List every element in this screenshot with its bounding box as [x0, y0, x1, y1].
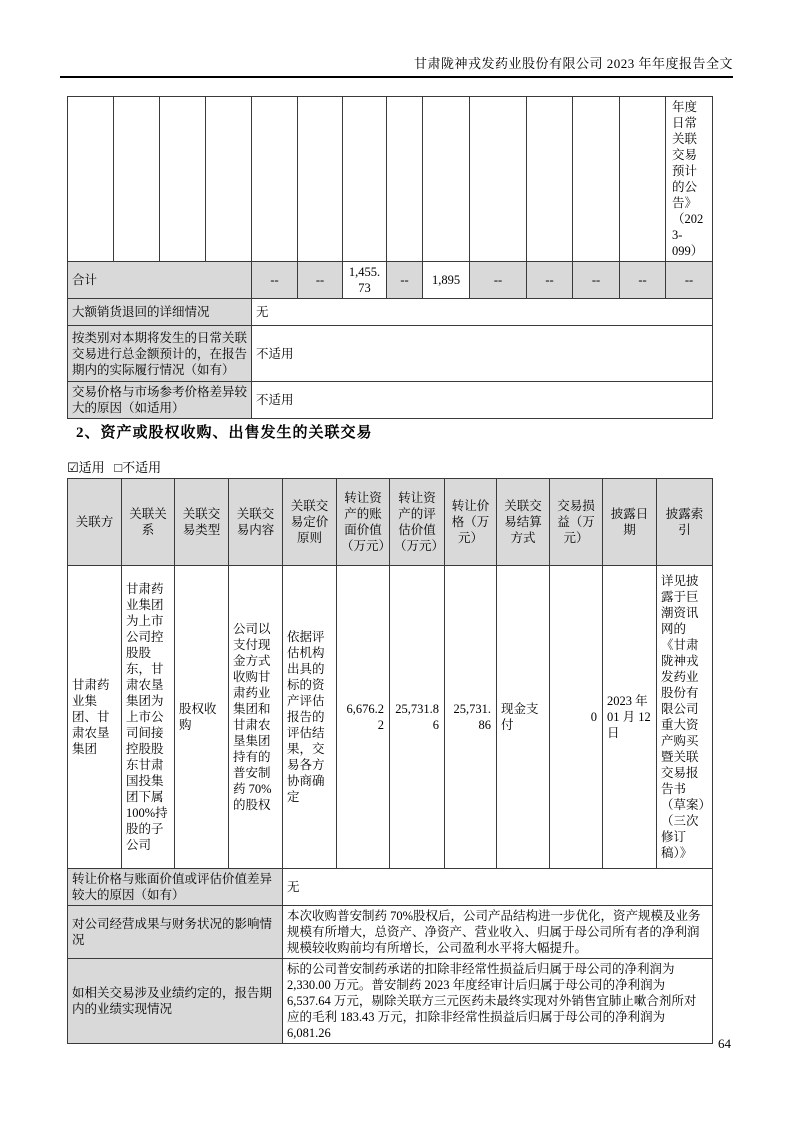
empty-cell	[573, 97, 620, 262]
appraised-value-cell: 25,731.86	[390, 566, 445, 869]
column-header: 关联交易类型	[175, 479, 229, 566]
empty-cell	[527, 97, 573, 262]
applicable-checkbox: ☑适用	[67, 460, 105, 475]
column-header: 关联方	[68, 479, 122, 566]
page-number: 64	[718, 1036, 731, 1051]
note-value-cell: 标的公司普安制药承诺的扣除非经常性损益后归属于母公司的净利润为 2,330.00 万元。普安制药 2023 年度经审计后归属于母公司的净利润为 6,537.64 万元，剔除关联方三元医药未最终实现对外销售宜肺止嗽合剂所对应的毛利 183.43 万元，扣除非经常性损益后归属于母公司的净利润为 6,081.26	[283, 959, 713, 1044]
column-header: 披露日期	[603, 479, 657, 566]
transfer-price-cell: 25,731.86	[445, 566, 497, 869]
column-header: 转让资产的评估价值（万元）	[390, 479, 445, 566]
total-value-cell: --	[470, 262, 527, 299]
disclosure-index-cell: 详见披露于巨潮资讯网的《甘肃陇神戎发药业股份有限公司重大资产购买暨关联交易报告书（草案）（三次修订稿）》	[657, 566, 713, 869]
empty-cell	[160, 97, 206, 262]
note-label-cell: 如相关交易涉及业绩约定的，报告期内的业绩实现情况	[68, 959, 283, 1044]
total-label-cell: 合计	[68, 262, 252, 299]
disclosure-date-cell: 2023 年 01 月 12 日	[603, 566, 657, 869]
total-value-cell: --	[573, 262, 620, 299]
column-header: 交易损益（万元）	[550, 479, 603, 566]
column-header: 关联交易结算方式	[497, 479, 550, 566]
header-rule	[60, 76, 733, 78]
note-label-cell: 交易价格与市场参考价格差异较大的原因（如适用）	[68, 382, 252, 419]
note-row	[68, 959, 713, 1044]
transaction-content-cell: 公司以支付现金方式收购甘肃药业集团和甘肃农垦集团持有的普安制药 70%的股权	[229, 566, 283, 869]
note-label-cell: 大额销货退回的详细情况	[68, 299, 252, 326]
note-label-cell: 对公司经营成果与财务状况的影响情况	[68, 906, 283, 959]
header-row	[68, 479, 713, 566]
total-value-cell: --	[620, 262, 666, 299]
note-value-cell: 无	[252, 299, 713, 326]
empty-cell	[68, 97, 114, 262]
note-row	[68, 382, 713, 419]
note-row	[68, 299, 713, 326]
total-value-cell: --	[387, 262, 423, 299]
note-value-cell: 不适用	[252, 326, 713, 382]
empty-cell	[114, 97, 160, 262]
related-party-cell: 甘肃药业集团、甘肃农垦集团	[68, 566, 122, 869]
empty-cell	[423, 97, 470, 262]
page-header-title: 甘肃陇神戎发药业股份有限公司 2023 年年度报告全文	[413, 56, 733, 71]
column-header: 关联交易内容	[229, 479, 283, 566]
note-label-cell: 按类别对本期将发生的日常关联交易进行总金额预计的，在报告期内的实际履行情况（如有）	[68, 326, 252, 382]
empty-cell	[470, 97, 527, 262]
relationship-cell: 甘肃药业集团为上市公司控股股东，甘肃农垦集团为上市公司间接控股股东甘肃国投集团下属100%持股的子公司	[122, 566, 175, 869]
column-header: 转让价格（万元）	[445, 479, 497, 566]
total-value-cell: --	[252, 262, 298, 299]
empty-cell	[252, 97, 298, 262]
section-heading: 2、资产或股权收购、出售发生的关联交易	[76, 425, 373, 441]
acquisition-transactions-table	[67, 478, 713, 1044]
note-row	[68, 326, 713, 382]
total-row	[68, 262, 713, 299]
empty-cell	[206, 97, 252, 262]
column-header: 关联交易定价原则	[283, 479, 337, 566]
column-header: 转让资产的账面价值（万元）	[337, 479, 390, 566]
gain-loss-cell: 0	[550, 566, 603, 869]
applicability-line	[67, 457, 167, 476]
note-value-cell: 不适用	[252, 382, 713, 419]
empty-cell	[620, 97, 666, 262]
note-value-cell: 无	[283, 869, 713, 906]
empty-cell	[298, 97, 343, 262]
total-amount-cell: 1,455.73	[343, 262, 387, 299]
not-applicable-checkbox: □不适用	[114, 460, 162, 475]
table-row	[68, 97, 713, 262]
daily-related-transactions-table	[67, 96, 713, 419]
total-value-cell: --	[666, 262, 713, 299]
note-row	[68, 906, 713, 959]
disclosure-index-carryover-cell: 年度日常关联交易预计的公告》（2023-099）	[666, 97, 713, 262]
pricing-principle-cell: 依据评估机构出具的标的资产评估报告的评估结果，交易各方协商确定	[283, 566, 337, 869]
empty-cell	[343, 97, 387, 262]
note-row	[68, 869, 713, 906]
total-value-cell: --	[298, 262, 343, 299]
note-value-cell: 本次收购普安制药 70%股权后，公司产品结构进一步优化，资产规模及业务规模有所增大，总资产、净资产、营业收入、归属于母公司所有者的净利润规模较收购前均有所增长，公司盈利水平将大幅提升。	[283, 906, 713, 959]
transaction-type-cell: 股权收购	[175, 566, 229, 869]
empty-cell	[387, 97, 423, 262]
total-value-cell: --	[527, 262, 573, 299]
total-approved-amount-cell: 1,895	[423, 262, 470, 299]
book-value-cell: 6,676.22	[337, 566, 390, 869]
settlement-method-cell: 现金支付	[497, 566, 550, 869]
table-row	[68, 566, 713, 869]
column-header: 关联关系	[122, 479, 175, 566]
note-label-cell: 转让价格与账面价值或评估价值差异较大的原因（如有）	[68, 869, 283, 906]
column-header: 披露索引	[657, 479, 713, 566]
